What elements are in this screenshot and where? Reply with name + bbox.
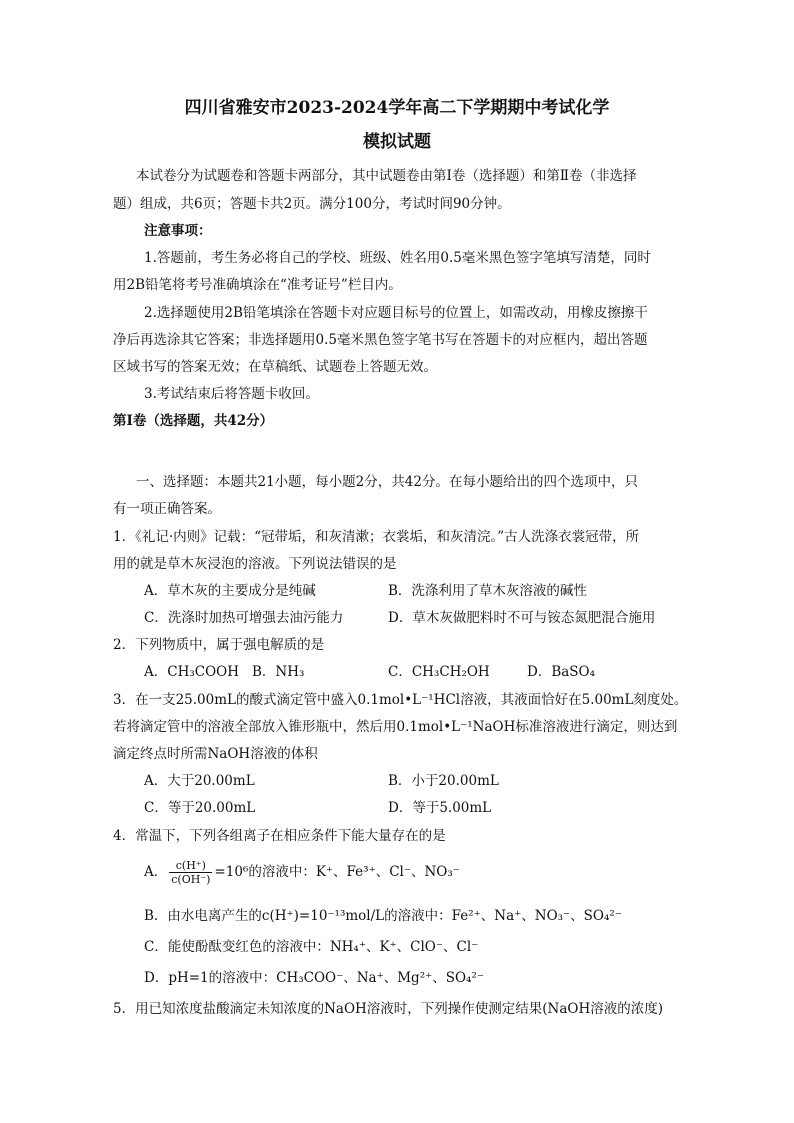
part-instructions-line-2: 有一项正确答案。	[113, 501, 221, 517]
q3-stem-line-3: 滴定终点时所需NaOH溶液的体积	[113, 746, 318, 762]
q1-stem-line-2: 用的就是草木灰浸泡的溶液。下列说法错误的是	[113, 556, 397, 572]
notice-line-2: 用2B铅笔将考号准确填涂在“准考证号”栏目内。	[113, 277, 402, 293]
q3-option-d: D．等于5.00mL	[388, 800, 492, 816]
q1-stem-line-1: 1．《礼记·内则》记载：“冠带垢，和灰清漱；衣裳垢，和灰清浣。”古人洗涤衣裳冠带，所	[113, 529, 640, 545]
q4-stem: 4．常温下，下列各组离子在相应条件下能大量存在的是	[113, 828, 446, 844]
q5-stem: 5．用已知浓度盐酸滴定未知浓度的NaOH溶液时，下列操作使测定结果(NaOH溶液的浓度)	[113, 1001, 664, 1017]
q1-option-b: B．洗涤利用了草木灰溶液的碱性	[388, 583, 587, 599]
q2-option-a: A．CH₃COOH	[144, 664, 240, 680]
q4-option-a-rest: =10⁶的溶液中：K⁺、Fe³⁺、Cl⁻、NO₃⁻	[214, 864, 460, 880]
intro-line-2: 题）组成，共6页；答题卡共2页。满分100分，考试时间90分钟。	[113, 196, 511, 212]
fraction-denominator: c(OH⁻)	[171, 873, 211, 886]
q2-option-d: D．BaSO₄	[527, 664, 596, 680]
q2-stem: 2．下列物质中，属于强电解质的是	[113, 637, 325, 653]
notice-line-6: 3.考试结束后将答题卡收回。	[144, 386, 319, 402]
q2-option-c: C．CH₃CH₂OH	[388, 664, 490, 680]
q3-option-a: A．大于20.00mL	[144, 773, 255, 789]
q4-option-c: C．能使酚酞变红色的溶液中：NH₄⁺、K⁺、ClO⁻、Cl⁻	[144, 939, 479, 955]
fraction-numerator: c(H⁺)	[169, 859, 212, 873]
q4-option-d: D．pH=1的溶液中：CH₃COO⁻、Na⁺、Mg²⁺、SO₄²⁻	[144, 970, 484, 986]
q3-option-b: B．小于20.00mL	[388, 773, 499, 789]
q3-option-c: C．等于20.00mL	[144, 800, 256, 816]
notice-line-5: 区域书写的答案无效；在草稿纸、试题卷上答题无效。	[113, 359, 437, 375]
q3-stem-line-1: 3．在一支25.00mL的酸式滴定管中盛入0.1mol•L⁻¹HCl溶液，其液面恰好在5.00mL刻度处。	[113, 692, 688, 708]
q3-stem-line-2: 若将滴定管中的溶液全部放入锥形瓶中，然后用0.1mol•L⁻¹NaOH标准溶液进行滴定，则达到	[113, 719, 678, 735]
intro-line-1: 本试卷分为试题卷和答题卡两部分，其中试题卷由第Ⅰ卷（选择题）和第Ⅱ卷（非选择	[136, 168, 637, 184]
page-subtitle: 模拟试题	[363, 132, 431, 152]
q4-option-a-fraction	[169, 859, 212, 886]
q1-option-c: C．洗涤时加热可增强去油污能力	[144, 610, 344, 626]
q1-option-a: A．草木灰的主要成分是纯碱	[144, 583, 316, 599]
page-title: 四川省雅安市2023-2024学年高二下学期期中考试化学	[184, 98, 610, 118]
notice-line-4: 净后再选涂其它答案；非选择题用0.5毫米黑色签字笔书写在答题卡的对应框内，超出答题	[113, 332, 648, 348]
notice-line-3: 2.选择题使用2B铅笔填涂在答题卡对应题目标号的位置上，如需改动，用橡皮擦擦干	[144, 305, 648, 321]
q4-option-a-prefix: A．	[144, 864, 168, 880]
q4-option-b: B．由水电离产生的c(H⁺)=10⁻¹³mol/L的溶液中：Fe²⁺、Na⁺、NO₃⁻、SO₄²⁻	[144, 908, 622, 924]
part-instructions-line-1: 一、选择题：本题共21小题，每小题2分，共42分。在每小题给出的四个选项中，只	[136, 474, 638, 490]
notice-line-1: 1.答题前，考生务必将自己的学校、班级、姓名用0.5毫米黑色签字笔填写清楚，同时	[144, 250, 651, 266]
q1-option-d: D．草木灰做肥料时不可与铵态氮肥混合施用	[388, 610, 656, 626]
section-heading: 第Ⅰ卷（选择题，共42分）	[113, 413, 274, 429]
notice-heading: 注意事项：	[144, 223, 212, 239]
q4-option-a	[144, 858, 460, 886]
q2-option-b: B．NH₃	[252, 664, 305, 680]
